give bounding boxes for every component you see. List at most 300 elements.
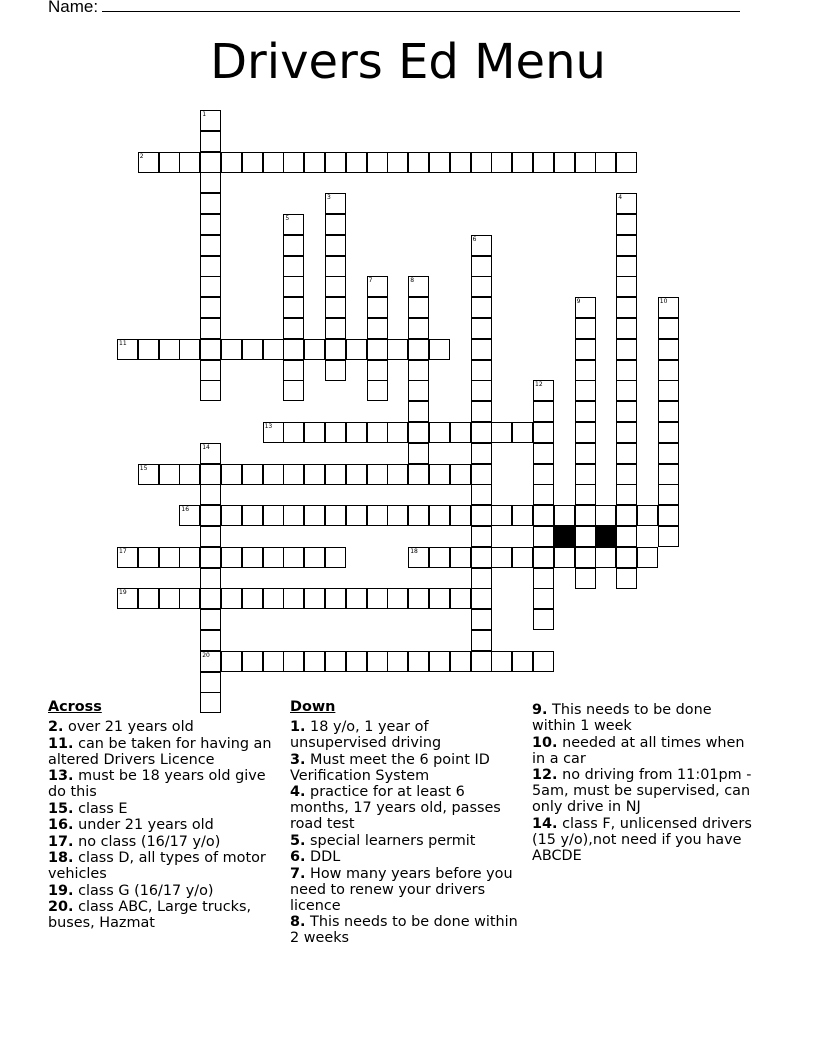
grid-cell[interactable]	[283, 152, 304, 173]
grid-cell[interactable]	[200, 276, 221, 297]
clue-number: 15.	[48, 800, 74, 817]
grid-cell[interactable]	[367, 380, 388, 401]
grid-cell[interactable]	[429, 339, 450, 360]
grid-cell[interactable]	[616, 276, 637, 297]
down-clues-continued	[532, 702, 757, 864]
grid-cell[interactable]	[616, 464, 637, 485]
grid-cell[interactable]	[346, 339, 367, 360]
grid-cell[interactable]	[346, 152, 367, 173]
clue-number: 7.	[290, 865, 306, 882]
grid-cell[interactable]	[575, 339, 596, 360]
clue-20	[48, 899, 280, 931]
grid-cell[interactable]	[616, 256, 637, 277]
grid-cell[interactable]	[242, 152, 263, 173]
grid-cell[interactable]	[533, 609, 554, 630]
grid-cell[interactable]	[221, 547, 242, 568]
grid-cell[interactable]	[408, 651, 429, 672]
grid-cell[interactable]	[179, 505, 200, 526]
grid-cell[interactable]	[616, 547, 637, 568]
grid-cell[interactable]	[616, 380, 637, 401]
grid-cell[interactable]	[325, 297, 346, 318]
grid-cell[interactable]	[200, 152, 221, 173]
grid-cell[interactable]	[367, 276, 388, 297]
grid-cell[interactable]	[429, 651, 450, 672]
grid-cell[interactable]	[200, 609, 221, 630]
clue-number-9: 9	[576, 298, 581, 306]
grid-cell[interactable]	[159, 464, 180, 485]
grid-cell[interactable]	[221, 651, 242, 672]
grid-cell[interactable]	[200, 235, 221, 256]
grid-cell[interactable]	[471, 484, 492, 505]
grid-cell[interactable]	[221, 464, 242, 485]
grid-cell[interactable]	[471, 318, 492, 339]
grid-cell[interactable]	[283, 651, 304, 672]
grid-cell[interactable]	[304, 422, 325, 443]
grid-cell[interactable]	[575, 443, 596, 464]
clue-10	[532, 735, 757, 767]
grid-cell[interactable]	[429, 547, 450, 568]
grid-cell[interactable]	[429, 505, 450, 526]
grid-cell[interactable]	[471, 339, 492, 360]
grid-cell[interactable]	[616, 318, 637, 339]
grid-cell[interactable]	[575, 526, 596, 547]
grid-cell[interactable]	[346, 588, 367, 609]
grid-cell[interactable]	[471, 547, 492, 568]
clue-number-6: 6	[472, 235, 477, 243]
grid-cell[interactable]	[554, 152, 575, 173]
grid-cell[interactable]	[595, 152, 616, 173]
grid-cell[interactable]	[512, 547, 533, 568]
grid-cell[interactable]	[471, 401, 492, 422]
grid-cell[interactable]	[471, 256, 492, 277]
grid-cell[interactable]	[658, 360, 679, 381]
grid-cell[interactable]	[658, 380, 679, 401]
grid-cell[interactable]	[200, 360, 221, 381]
grid-cell[interactable]	[575, 422, 596, 443]
grid-cell[interactable]	[179, 588, 200, 609]
grid-cell[interactable]	[242, 505, 263, 526]
grid-cell[interactable]	[533, 443, 554, 464]
grid-cell[interactable]	[595, 505, 616, 526]
grid-cell[interactable]	[263, 505, 284, 526]
grid-cell[interactable]	[658, 318, 679, 339]
grid-cell[interactable]	[616, 526, 637, 547]
grid-cell[interactable]	[325, 547, 346, 568]
grid-cell[interactable]	[512, 152, 533, 173]
grid-cell[interactable]	[450, 505, 471, 526]
grid-cell[interactable]	[408, 588, 429, 609]
grid-cell[interactable]	[200, 464, 221, 485]
grid-cell[interactable]	[471, 422, 492, 443]
grid-cell[interactable]	[429, 588, 450, 609]
grid-cell[interactable]	[242, 339, 263, 360]
grid-cell[interactable]	[367, 297, 388, 318]
grid-cell[interactable]	[637, 547, 658, 568]
grid-cell[interactable]	[450, 588, 471, 609]
clue-text: must be 18 years old give do this	[48, 768, 266, 800]
clue-number-4: 4	[618, 194, 623, 202]
grid-cell[interactable]	[283, 547, 304, 568]
clue-number: 17.	[48, 833, 74, 850]
clue-15	[48, 801, 280, 817]
grid-cell[interactable]	[616, 443, 637, 464]
grid-cell[interactable]	[533, 568, 554, 589]
clue-text: over 21 years old	[63, 719, 194, 735]
grid-cell[interactable]	[575, 380, 596, 401]
grid-cell[interactable]	[263, 588, 284, 609]
clue-text: This needs to be done within 1 week	[532, 702, 712, 734]
grid-cell[interactable]	[575, 547, 596, 568]
clue-number: 2.	[48, 719, 64, 735]
clue-1	[290, 719, 522, 751]
grid-cell[interactable]	[325, 651, 346, 672]
grid-cell[interactable]	[325, 256, 346, 277]
grid-cell[interactable]	[637, 505, 658, 526]
grid-cell[interactable]	[283, 214, 304, 235]
grid-cell[interactable]	[200, 193, 221, 214]
grid-cell[interactable]	[554, 505, 575, 526]
grid-cell[interactable]	[575, 568, 596, 589]
grid-cell[interactable]	[616, 339, 637, 360]
grid-cell[interactable]	[658, 401, 679, 422]
grid-cell[interactable]	[387, 651, 408, 672]
grid-cell[interactable]	[471, 630, 492, 651]
grid-cell[interactable]	[512, 505, 533, 526]
grid-cell[interactable]	[471, 505, 492, 526]
grid-cell[interactable]	[616, 193, 637, 214]
grid-cell[interactable]	[346, 464, 367, 485]
grid-cell[interactable]	[200, 339, 221, 360]
clue-number: 4.	[290, 784, 306, 800]
grid-cell[interactable]	[491, 651, 512, 672]
grid-cell[interactable]	[304, 152, 325, 173]
grid-cell[interactable]	[616, 401, 637, 422]
grid-cell[interactable]	[200, 505, 221, 526]
grid-cell[interactable]	[595, 547, 616, 568]
grid-cell[interactable]	[658, 339, 679, 360]
grid-cell[interactable]	[533, 380, 554, 401]
grid-cell[interactable]	[242, 651, 263, 672]
grid-cell[interactable]	[429, 422, 450, 443]
grid-cell[interactable]	[283, 256, 304, 277]
grid-cell[interactable]	[179, 547, 200, 568]
grid-cell[interactable]	[200, 630, 221, 651]
grid-cell[interactable]	[179, 339, 200, 360]
grid-cell[interactable]	[325, 193, 346, 214]
grid-cell[interactable]	[533, 484, 554, 505]
grid-cell[interactable]	[325, 505, 346, 526]
grid-cell[interactable]	[408, 505, 429, 526]
grid-cell[interactable]	[325, 318, 346, 339]
grid-cell[interactable]	[450, 547, 471, 568]
clue-12	[532, 767, 757, 815]
grid-cell[interactable]	[408, 422, 429, 443]
grid-cell[interactable]	[616, 235, 637, 256]
grid-cell[interactable]	[325, 214, 346, 235]
grid-cell[interactable]	[200, 443, 221, 464]
grid-cell[interactable]	[408, 547, 429, 568]
grid-cell[interactable]	[533, 588, 554, 609]
grid-cell[interactable]	[263, 422, 284, 443]
grid-cell[interactable]	[616, 152, 637, 173]
grid-cell[interactable]	[283, 505, 304, 526]
grid-cell[interactable]	[304, 464, 325, 485]
grid-cell[interactable]	[658, 505, 679, 526]
clue-number-2: 2	[139, 152, 144, 160]
grid-cell[interactable]	[512, 422, 533, 443]
grid-cell[interactable]	[283, 297, 304, 318]
grid-cell[interactable]	[138, 464, 159, 485]
grid-cell[interactable]	[408, 380, 429, 401]
grid-cell[interactable]	[533, 422, 554, 443]
grid-cell[interactable]	[575, 318, 596, 339]
grid-cell[interactable]	[263, 464, 284, 485]
grid-cell[interactable]	[616, 214, 637, 235]
grid-cell[interactable]	[658, 484, 679, 505]
grid-cell[interactable]	[159, 152, 180, 173]
grid-cell[interactable]	[304, 339, 325, 360]
clue-text: can be taken for having an altered Drivers Licence	[48, 735, 272, 768]
grid-cell[interactable]	[304, 505, 325, 526]
grid-cell[interactable]	[263, 547, 284, 568]
clue-number-18: 18	[410, 547, 418, 555]
grid-cell[interactable]	[408, 360, 429, 381]
grid-cell[interactable]	[616, 297, 637, 318]
grid-cell[interactable]	[200, 297, 221, 318]
grid-cell[interactable]	[117, 339, 138, 360]
grid-cell[interactable]	[471, 360, 492, 381]
grid-cell[interactable]	[491, 152, 512, 173]
grid-cell[interactable]	[658, 526, 679, 547]
grid-cell[interactable]	[200, 547, 221, 568]
grid-cell[interactable]	[408, 318, 429, 339]
clue-5	[290, 833, 522, 849]
grid-cell[interactable]	[367, 505, 388, 526]
grid-cell[interactable]	[575, 297, 596, 318]
grid-cell[interactable]	[575, 360, 596, 381]
grid-cell[interactable]	[471, 464, 492, 485]
grid-cell[interactable]	[408, 401, 429, 422]
grid-cell[interactable]	[283, 380, 304, 401]
grid-cell[interactable]	[304, 588, 325, 609]
grid-cell[interactable]	[242, 588, 263, 609]
clue-number-8: 8	[410, 277, 415, 285]
grid-cell[interactable]	[283, 276, 304, 297]
grid-cell[interactable]	[533, 464, 554, 485]
grid-cell[interactable]	[658, 464, 679, 485]
grid-cell[interactable]	[471, 568, 492, 589]
grid-cell[interactable]	[616, 484, 637, 505]
grid-cell[interactable]	[367, 464, 388, 485]
grid-cell[interactable]	[221, 152, 242, 173]
clue-text: class E	[73, 800, 128, 817]
grid-cell[interactable]	[367, 339, 388, 360]
grid-cell[interactable]	[138, 547, 159, 568]
across-clues	[48, 699, 280, 932]
clue-8	[290, 914, 522, 946]
grid-cell[interactable]	[533, 505, 554, 526]
grid-cell[interactable]	[512, 651, 533, 672]
grid-cell[interactable]	[658, 297, 679, 318]
grid-cell[interactable]	[616, 505, 637, 526]
grid-cell[interactable]	[200, 131, 221, 152]
grid-cell[interactable]	[387, 588, 408, 609]
grid-cell[interactable]	[159, 588, 180, 609]
grid-cell[interactable]	[200, 526, 221, 547]
grid-cell[interactable]	[408, 443, 429, 464]
grid-cell[interactable]	[408, 464, 429, 485]
clue-number-7: 7	[368, 277, 373, 285]
grid-cell[interactable]	[367, 360, 388, 381]
grid-cell[interactable]	[200, 172, 221, 193]
grid-cell[interactable]	[117, 547, 138, 568]
grid-cell[interactable]	[242, 547, 263, 568]
grid-cell[interactable]	[533, 547, 554, 568]
clue-number-15: 15	[139, 464, 148, 472]
grid-cell[interactable]	[159, 339, 180, 360]
grid-cell[interactable]	[346, 422, 367, 443]
grid-cell[interactable]	[471, 380, 492, 401]
grid-cell[interactable]	[283, 588, 304, 609]
grid-cell[interactable]	[200, 110, 221, 131]
grid-cell[interactable]	[304, 547, 325, 568]
grid-cell[interactable]	[533, 526, 554, 547]
grid-cell[interactable]	[179, 152, 200, 173]
grid-cell[interactable]	[387, 464, 408, 485]
grid-cell[interactable]	[429, 464, 450, 485]
grid-cell[interactable]	[138, 339, 159, 360]
grid-cell[interactable]	[200, 214, 221, 235]
grid-cell[interactable]	[471, 651, 492, 672]
grid-cell[interactable]	[325, 276, 346, 297]
clue-text: class ABC, Large trucks, buses, Hazmat	[48, 899, 252, 931]
grid-cell[interactable]	[554, 547, 575, 568]
clue-number: 12.	[532, 767, 558, 783]
grid-cell[interactable]	[408, 152, 429, 173]
grid-cell[interactable]	[221, 339, 242, 360]
clue-number: 20.	[48, 899, 74, 915]
grid-cell[interactable]	[491, 505, 512, 526]
grid-cell[interactable]	[263, 651, 284, 672]
grid-cell[interactable]	[367, 588, 388, 609]
clue-number: 16.	[48, 817, 74, 833]
grid-cell[interactable]	[491, 422, 512, 443]
grid-cell[interactable]	[242, 464, 263, 485]
grid-cell[interactable]	[138, 152, 159, 173]
grid-cell[interactable]	[408, 276, 429, 297]
grid-cell[interactable]	[471, 276, 492, 297]
clue-text: practice for at least 6 months, 17 years old, passes road test	[290, 784, 501, 832]
grid-cell[interactable]	[575, 401, 596, 422]
grid-cell[interactable]	[408, 339, 429, 360]
grid-cell[interactable]	[450, 152, 471, 173]
grid-cell[interactable]	[533, 651, 554, 672]
grid-cell[interactable]	[325, 588, 346, 609]
grid-cell[interactable]	[325, 339, 346, 360]
grid-cell[interactable]	[138, 588, 159, 609]
grid-cell[interactable]	[575, 464, 596, 485]
grid-cell[interactable]	[387, 422, 408, 443]
grid-cell[interactable]	[200, 672, 221, 693]
grid-cell[interactable]	[283, 464, 304, 485]
grid-cell[interactable]	[533, 152, 554, 173]
grid-cell[interactable]	[346, 505, 367, 526]
grid-cell[interactable]	[200, 380, 221, 401]
grid-cell[interactable]	[429, 152, 450, 173]
grid-cell[interactable]	[471, 526, 492, 547]
grid-cell[interactable]	[283, 339, 304, 360]
grid-cell[interactable]	[283, 318, 304, 339]
grid-cell[interactable]	[471, 609, 492, 630]
grid-cell[interactable]	[325, 464, 346, 485]
grid-cell[interactable]	[471, 588, 492, 609]
grid-cell[interactable]	[283, 422, 304, 443]
grid-cell[interactable]	[367, 651, 388, 672]
grid-cell[interactable]	[283, 360, 304, 381]
grid-cell[interactable]	[367, 422, 388, 443]
clue-3	[290, 752, 522, 784]
grid-cell[interactable]	[200, 256, 221, 277]
clue-number-13: 13	[264, 423, 273, 430]
grid-cell[interactable]	[325, 235, 346, 256]
grid-cell[interactable]	[200, 588, 221, 609]
grid-cell[interactable]	[325, 360, 346, 381]
grid-cell[interactable]	[387, 339, 408, 360]
clue-number: 8.	[290, 914, 306, 930]
grid-cell[interactable]	[200, 651, 221, 672]
grid-cell[interactable]	[179, 464, 200, 485]
grid-cell[interactable]	[367, 152, 388, 173]
grid-cell[interactable]	[367, 318, 388, 339]
grid-cell[interactable]	[471, 443, 492, 464]
grid-cell[interactable]	[200, 318, 221, 339]
grid-cell[interactable]	[221, 588, 242, 609]
grid-cell[interactable]	[387, 152, 408, 173]
grid-cell[interactable]	[325, 422, 346, 443]
grid-cell[interactable]	[200, 484, 221, 505]
grid-cell[interactable]	[450, 464, 471, 485]
grid-cell[interactable]	[200, 568, 221, 589]
grid-cell[interactable]	[346, 651, 367, 672]
grid-cell[interactable]	[387, 505, 408, 526]
grid-cell[interactable]	[658, 422, 679, 443]
grid-cell[interactable]	[450, 651, 471, 672]
clue-text: needed at all times when in a car	[532, 734, 745, 767]
grid-cell[interactable]	[408, 297, 429, 318]
grid-cell[interactable]	[450, 422, 471, 443]
grid-cell[interactable]	[471, 152, 492, 173]
grid-cell[interactable]	[616, 360, 637, 381]
grid-cell[interactable]	[575, 152, 596, 173]
grid-cell[interactable]	[263, 339, 284, 360]
grid-cell[interactable]	[616, 568, 637, 589]
grid-cell[interactable]	[159, 547, 180, 568]
grid-cell[interactable]	[221, 505, 242, 526]
grid-cell[interactable]	[616, 422, 637, 443]
grid-cell[interactable]	[471, 297, 492, 318]
grid-cell[interactable]	[491, 547, 512, 568]
grid-cell[interactable]	[117, 588, 138, 609]
grid-cell[interactable]	[283, 235, 304, 256]
grid-cell[interactable]	[575, 484, 596, 505]
grid-cell[interactable]	[658, 443, 679, 464]
grid-cell[interactable]	[325, 152, 346, 173]
grid-cell[interactable]	[263, 152, 284, 173]
grid-cell[interactable]	[533, 401, 554, 422]
grid-cell[interactable]	[575, 505, 596, 526]
grid-cell[interactable]	[471, 235, 492, 256]
grid-cell[interactable]	[304, 651, 325, 672]
